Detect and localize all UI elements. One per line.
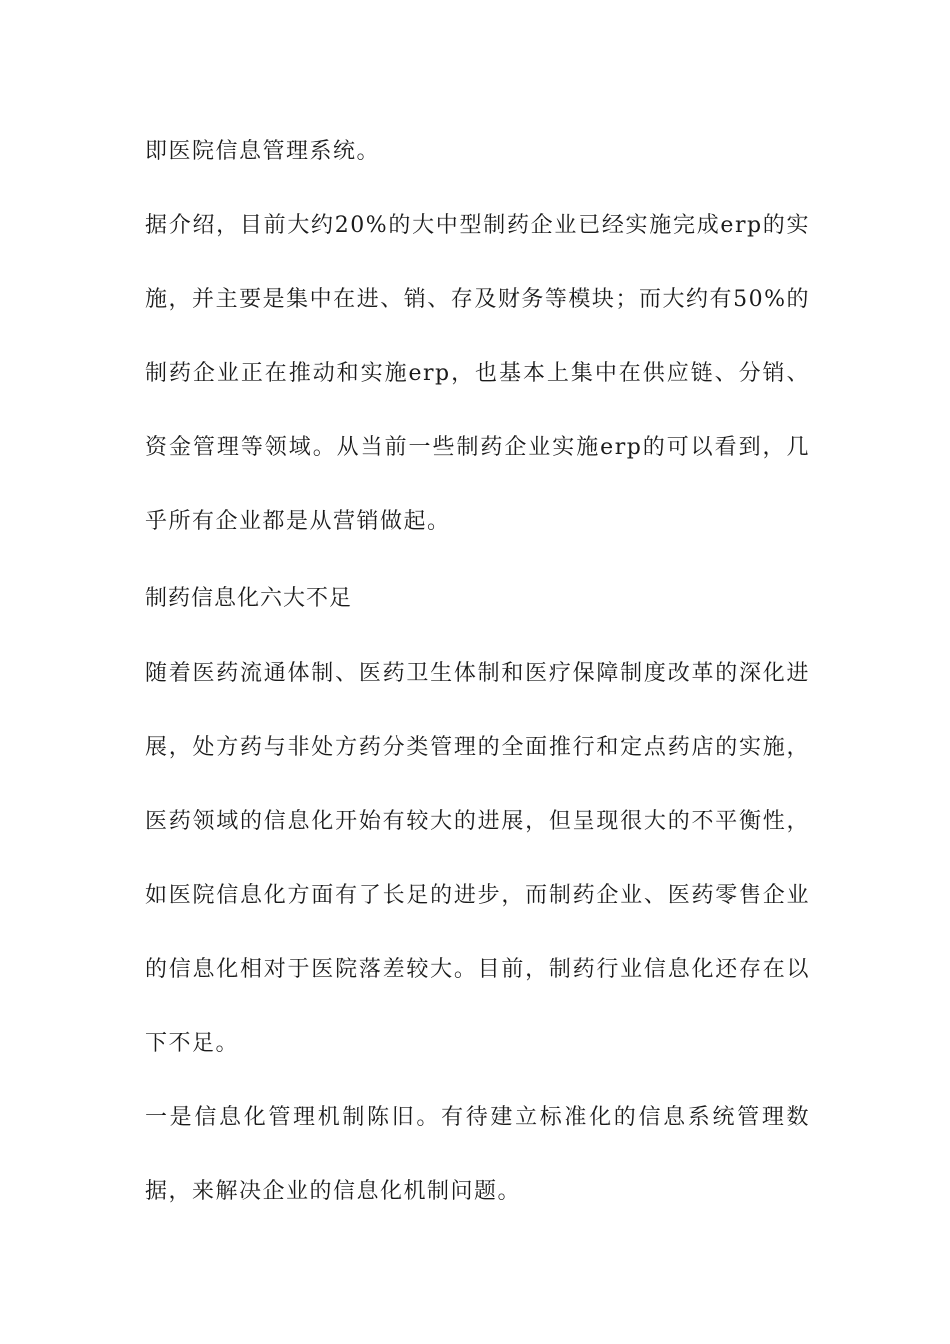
paragraph-erp-status: 据介绍，目前大约20%的大中型制药企业已经实施完成erp的实施，并主要是集中在进、销、存及财务等模块；而大约有50%的制药企业正在推动和实施erp，也基本上集中在供应链、分销、资金管理等领域。从当前一些制药企业实施erp的可以看到，几乎所有企业都是从营销做起。 (145, 213, 810, 534)
paragraph-point-one: 一是信息化管理机制陈旧。有待建立标准化的信息系统管理数据，来解决企业的信息化机制问题。 (145, 1105, 810, 1204)
paragraph-intro-fragment: 即医院信息管理系统。 (145, 139, 381, 164)
paragraph-industry-background: 随着医药流通体制、医药卫生体制和医疗保障制度改革的深化进展，处方药与非处方药分类管理的全面推行和定点药店的实施，医药领域的信息化开始有较大的进展，但呈现很大的不平衡性，如医院信息化方面有了长足的进步，而制药企业、医药零售企业的信息化相对于医院落差较大。目前，制药行业信息化还存在以下不足。 (145, 661, 810, 1056)
section-heading: 制药信息化六大不足 (145, 586, 353, 611)
